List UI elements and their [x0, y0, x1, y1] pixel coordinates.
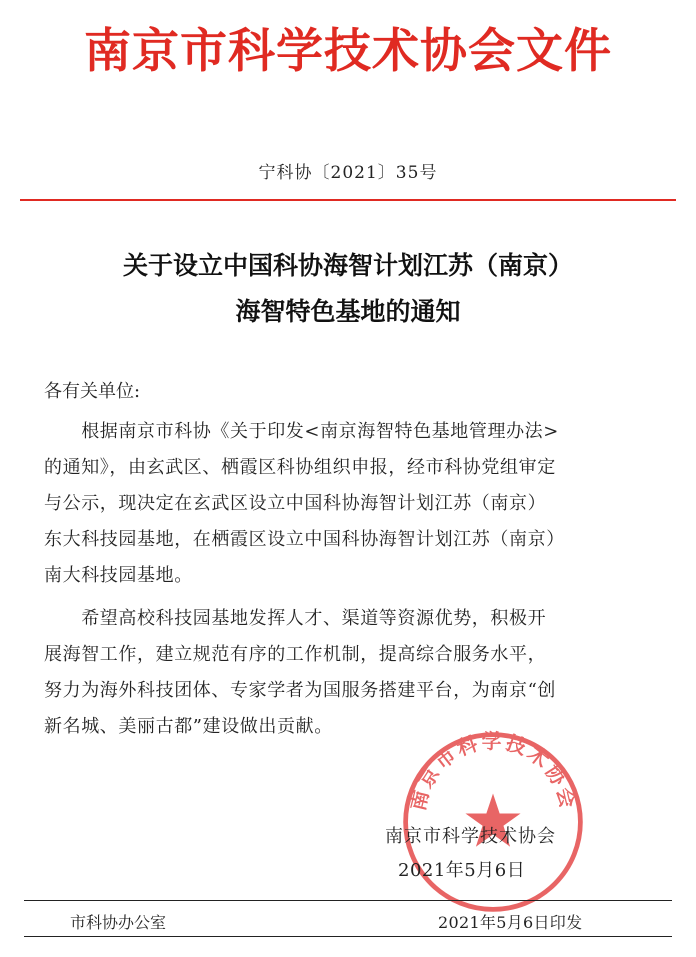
red-divider — [20, 199, 676, 201]
footer-top-rule — [24, 900, 672, 901]
footer-issuer: 市科协办公室 — [70, 913, 167, 932]
signature-organization: 南京市科学技术协会 — [385, 826, 556, 847]
paragraph-1-line: 与公示，现决定在玄武区设立中国科协海智计划江苏（南京） — [44, 493, 547, 514]
paragraph-1-line: 东大科技园基地，在栖霞区设立中国科协海智计划江苏（南京） — [44, 529, 565, 550]
paragraph-2-line: 展海智工作，建立规范有序的工作机制，提高综合服务水平， — [44, 644, 547, 665]
footer-print-date: 2021年5月6日印发 — [438, 913, 583, 932]
document-header-title: 南京市科学技术协会文件 — [84, 24, 612, 79]
document-title-line-1: 关于设立中国科协海智计划江苏（南京） — [122, 251, 573, 280]
salutation: 各有关单位: — [44, 381, 141, 402]
paragraph-2-line: 努力为海外科技团体、专家学者为国服务搭建平台，为南京“创 — [44, 680, 556, 701]
svg-text:南京市科学技术协会: 南京市科学技术协会 — [405, 729, 581, 813]
footer-bottom-rule — [24, 936, 672, 937]
document-number: 宁科协〔2021〕35号 — [258, 163, 438, 183]
paragraph-1-line: 的通知》，由玄武区、栖霞区科协组织申报，经市科协党组审定 — [44, 457, 556, 478]
signature-date: 2021年5月6日 — [398, 860, 526, 881]
paragraph-2-line: 希望高校科技园基地发挥人才、渠道等资源优势，积极开 — [44, 608, 547, 629]
document-title-line-2: 海智特色基地的通知 — [235, 297, 461, 326]
paragraph-1-line: 根据南京市科协《关于印发<南京海智特色基地管理办法> — [44, 421, 559, 442]
paragraph-1-line: 南大科技园基地。 — [44, 565, 193, 586]
paragraph-2-line: 新名城、美丽古都”建设做出贡献。 — [44, 716, 333, 737]
